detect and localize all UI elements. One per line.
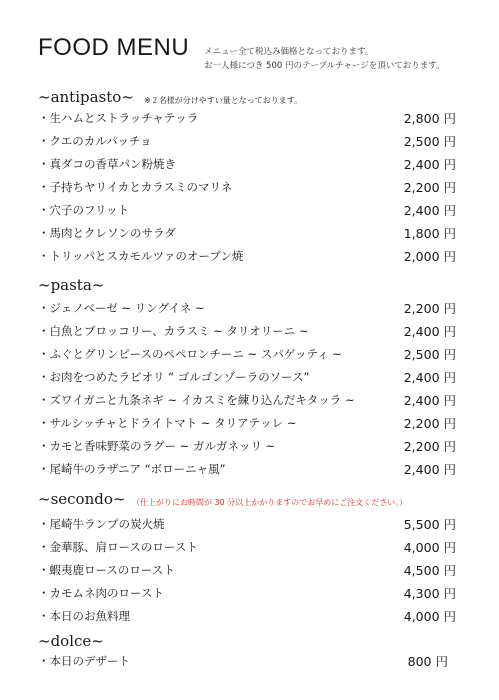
section-heading-antipasto: ~antipasto~	[38, 88, 134, 106]
item-price: 2,400 円	[403, 393, 456, 408]
item-price: 2,800 円	[403, 111, 456, 126]
section-note-antipasto: ※２名様が分けやすい量となっております。	[144, 96, 303, 105]
item-price: 800 円	[407, 654, 448, 669]
item-name: ・蝦夷鹿ロースのロースト	[38, 563, 175, 577]
menu-item	[38, 650, 456, 672]
menu-item	[38, 559, 456, 581]
item-name: ・トリッパとスカモルツァのオーブン焼	[38, 249, 244, 263]
menu-item	[38, 582, 456, 604]
item-price: 2,400 円	[403, 462, 456, 477]
item-name: ・子持ちヤリイカとカラスミのマリネ	[38, 180, 233, 194]
item-price: 2,200 円	[403, 416, 456, 431]
item-price: 2,500 円	[403, 347, 456, 362]
item-name: ・カモムネ肉のロースト	[38, 586, 164, 600]
menu-item	[38, 222, 456, 244]
item-name: ・尾崎牛のラザニア “ボローニャ風”	[38, 462, 226, 476]
section-heading-pasta: ~pasta~	[38, 276, 105, 294]
item-price: 2,400 円	[403, 157, 456, 172]
menu-item	[38, 245, 456, 267]
item-name: ・生ハムとストラッチャテッラ	[38, 111, 199, 125]
menu-item	[38, 320, 456, 342]
item-name: ・本日のお魚料理	[38, 609, 130, 623]
section-note-secondo: （仕上がりにお時間が 30 分以上かかりますのでお早めにご注文ください。）	[132, 498, 408, 507]
item-name: ・金華豚、肩ロースのロースト	[38, 540, 198, 554]
item-price: 2,200 円	[403, 180, 456, 195]
menu-item	[38, 536, 456, 558]
item-name: ・尾崎牛ランプの炭火焼	[38, 517, 165, 531]
item-price: 5,500 円	[403, 517, 456, 532]
menu-item	[38, 412, 456, 434]
item-name: ・お肉をつめたラビオリ “ ゴルゴンゾーラのソース”	[38, 370, 310, 384]
menu-item	[38, 513, 456, 535]
item-name: ・馬肉とクレソンのサラダ	[38, 226, 176, 240]
menu-item	[38, 343, 456, 365]
menu-item	[38, 458, 456, 480]
menu-item	[38, 199, 456, 221]
menu-item	[38, 366, 456, 388]
item-name: ・クエのカルパッチョ	[38, 134, 152, 148]
item-name: ・ズワイガニと九条ネギ ~ イカスミを練り込んだキタッラ ~	[38, 393, 355, 407]
item-price: 2,500 円	[403, 134, 456, 149]
menu-item	[38, 176, 456, 198]
item-price: 2,200 円	[403, 301, 456, 316]
item-name: ・本日のデザート	[38, 654, 130, 668]
tax-note: メニュー全て税込み価格となっております。	[204, 47, 374, 57]
item-price: 4,000 円	[403, 540, 456, 555]
item-price: 2,000 円	[403, 249, 456, 264]
item-name: ・真ダコの香草パン粉焼き	[38, 157, 176, 171]
item-price: 2,200 円	[403, 439, 456, 454]
item-price: 1,800 円	[403, 226, 456, 241]
item-price: 2,400 円	[403, 324, 456, 339]
section-heading-dolce: ~dolce~	[38, 632, 104, 650]
item-name: ・白魚とブロッコリー、カラスミ ~ タリオリーニ ~	[38, 324, 309, 338]
menu-item	[38, 435, 456, 457]
menu-item	[38, 153, 456, 175]
menu-item	[38, 297, 456, 319]
table-charge-note: お一人様につき 500 円のテーブルチャージを頂いております。	[204, 61, 445, 71]
item-price: 4,000 円	[403, 609, 456, 624]
menu-item	[38, 107, 456, 129]
item-name: ・ふぐとグリンピースのペペロンチーニ ~ スパゲッティ ~	[38, 347, 342, 361]
item-name: ・穴子のフリット	[38, 203, 130, 217]
item-price: 2,400 円	[403, 203, 456, 218]
menu-item	[38, 605, 456, 627]
item-price: 4,500 円	[403, 563, 456, 578]
menu-item	[38, 389, 456, 411]
item-price: 2,400 円	[403, 370, 456, 385]
item-price: 4,300 円	[403, 586, 456, 601]
item-name: ・カモと香味野菜のラグー ~ ガルガネッリ ~	[38, 439, 276, 453]
menu-item	[38, 130, 456, 152]
section-heading-secondo: ~secondo~	[38, 490, 126, 508]
item-name: ・サルシッチャとドライトマト ~ タリアテッレ ~	[38, 416, 297, 430]
menu-title: FOOD MENU	[38, 34, 190, 61]
item-name: ・ジェノベーゼ ~ リングイネ ~	[38, 301, 205, 315]
